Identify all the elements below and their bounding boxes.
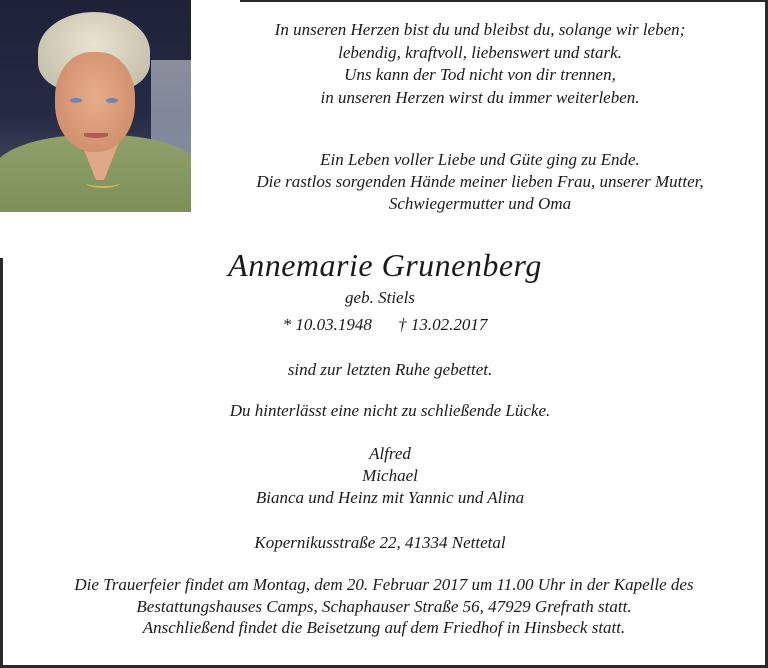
funeral-line: Die Trauerfeier findet am Montag, dem 20. Februar 2017 um 11.00 Uhr in der Kapelle des [74, 575, 694, 594]
deceased-name: Annemarie Grunenberg [228, 247, 542, 283]
death-date: † 13.02.2017 [398, 315, 488, 334]
poem-line: In unseren Herzen bist du und bleibst du, solange wir leben; [274, 20, 686, 39]
photo-eye-left [70, 98, 82, 103]
intro-line: Ein Leben voller Liebe und Güte ging zu Ende. [320, 150, 640, 169]
funeral-line: Anschließend findet die Beisetzung auf dem Friedhof in Hinsbeck statt. [142, 618, 626, 637]
mourner: Alfred [369, 444, 411, 463]
poem-line: Uns kann der Tod nicht von dir trennen, [344, 65, 616, 84]
photo-mouth [84, 133, 108, 138]
family-address: Kopernikusstraße 22, 41334 Nettetal [254, 533, 506, 552]
life-dates [200, 313, 570, 337]
rest-text: sind zur letzten Ruhe gebettet. [287, 360, 493, 379]
intro-line: Schwiegermutter und Oma [388, 194, 572, 213]
intro-text [200, 149, 760, 215]
photo-eye-right [106, 98, 118, 103]
gap-text: Du hinterlässt eine nicht zu schließende Lücke. [229, 401, 551, 420]
poem-line: lebendig, kraftvoll, liebenswert und stark. [338, 42, 622, 62]
mourner: Bianca und Heinz mit Yannic und Alina [255, 488, 525, 507]
funeral-details [10, 574, 758, 639]
maiden-name: geb. Stiels [345, 288, 415, 307]
portrait-photo [0, 0, 191, 212]
mourner: Michael [362, 466, 418, 485]
photo-necklace [86, 178, 120, 188]
mourners-list [180, 443, 600, 509]
memorial-poem [200, 19, 760, 109]
poem-line: in unseren Herzen wirst du immer weiterleben. [320, 87, 640, 107]
funeral-line: Bestattungshauses Camps, Schaphauser Straße 56, 47929 Grefrath statt. [136, 596, 632, 616]
intro-line: Die rastlos sorgenden Hände meiner lieben Frau, unserer Mutter, [256, 172, 704, 191]
frame-border-top [240, 0, 768, 2]
birth-date: * 10.03.1948 [282, 315, 372, 334]
frame-border-left [0, 258, 3, 668]
